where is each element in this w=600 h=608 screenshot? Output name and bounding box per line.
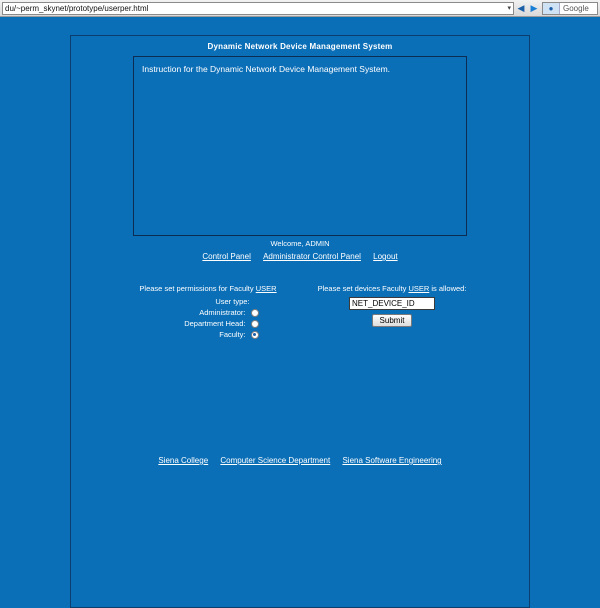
radio-label-department-head: Department Head: bbox=[184, 319, 246, 328]
permissions-section bbox=[71, 284, 529, 341]
nav-links bbox=[71, 252, 529, 261]
link-administrator-control-panel[interactable]: Administrator Control Panel bbox=[263, 252, 361, 261]
link-siena-software-engineering[interactable]: Siena Software Engineering bbox=[342, 456, 442, 465]
instruction-panel bbox=[133, 56, 467, 236]
link-computer-science-department[interactable]: Computer Science Department bbox=[220, 456, 331, 465]
instruction-text: Instruction for the Dynamic Network Device Management System. bbox=[142, 64, 391, 74]
devices-column bbox=[312, 284, 472, 341]
content-frame bbox=[70, 35, 530, 608]
radio-faculty[interactable] bbox=[251, 331, 259, 339]
user-type-label-row bbox=[128, 297, 288, 306]
search-input-value: Google bbox=[563, 3, 589, 13]
footer-links bbox=[71, 456, 529, 465]
radio-label-administrator: Administrator: bbox=[199, 308, 246, 317]
devices-heading bbox=[312, 284, 472, 293]
radio-administrator[interactable] bbox=[251, 309, 259, 317]
address-bar[interactable] bbox=[2, 2, 514, 15]
radio-label-faculty: Faculty: bbox=[219, 330, 246, 339]
page-title: Dynamic Network Device Management System bbox=[207, 42, 393, 51]
search-input[interactable] bbox=[542, 2, 598, 15]
permissions-heading-prefix: Please set permissions for Faculty bbox=[139, 284, 254, 293]
search-icon[interactable]: ● bbox=[543, 3, 560, 14]
devices-heading-prefix: Please set devices Faculty bbox=[317, 284, 407, 293]
address-bar-url: du/~perm_skynet/prototype/userper.html bbox=[5, 3, 149, 13]
devices-heading-suffix: is allowed: bbox=[431, 284, 467, 293]
permissions-heading-user[interactable]: USER bbox=[255, 284, 277, 293]
radio-department-head[interactable] bbox=[251, 320, 259, 328]
chevron-down-icon[interactable]: ▾ bbox=[507, 5, 511, 12]
user-type-label: User type: bbox=[215, 297, 250, 306]
browser-toolbar bbox=[0, 0, 600, 17]
welcome-text: Welcome, ADMIN bbox=[270, 239, 330, 248]
back-icon[interactable]: ◀ bbox=[517, 2, 525, 13]
radio-row-department-head[interactable] bbox=[128, 319, 288, 328]
radio-row-administrator[interactable] bbox=[128, 308, 288, 317]
permissions-column bbox=[128, 284, 288, 341]
permissions-heading bbox=[128, 284, 288, 293]
page-viewport bbox=[0, 17, 600, 600]
device-id-input[interactable] bbox=[349, 297, 435, 310]
devices-heading-user[interactable]: USER bbox=[408, 284, 430, 293]
submit-button[interactable]: Submit bbox=[372, 314, 413, 327]
go-icon[interactable]: ▶ bbox=[530, 2, 538, 13]
link-control-panel[interactable]: Control Panel bbox=[202, 252, 251, 261]
link-logout[interactable]: Logout bbox=[373, 252, 398, 261]
link-siena-college[interactable]: Siena College bbox=[158, 456, 209, 465]
radio-row-faculty[interactable] bbox=[128, 330, 288, 339]
